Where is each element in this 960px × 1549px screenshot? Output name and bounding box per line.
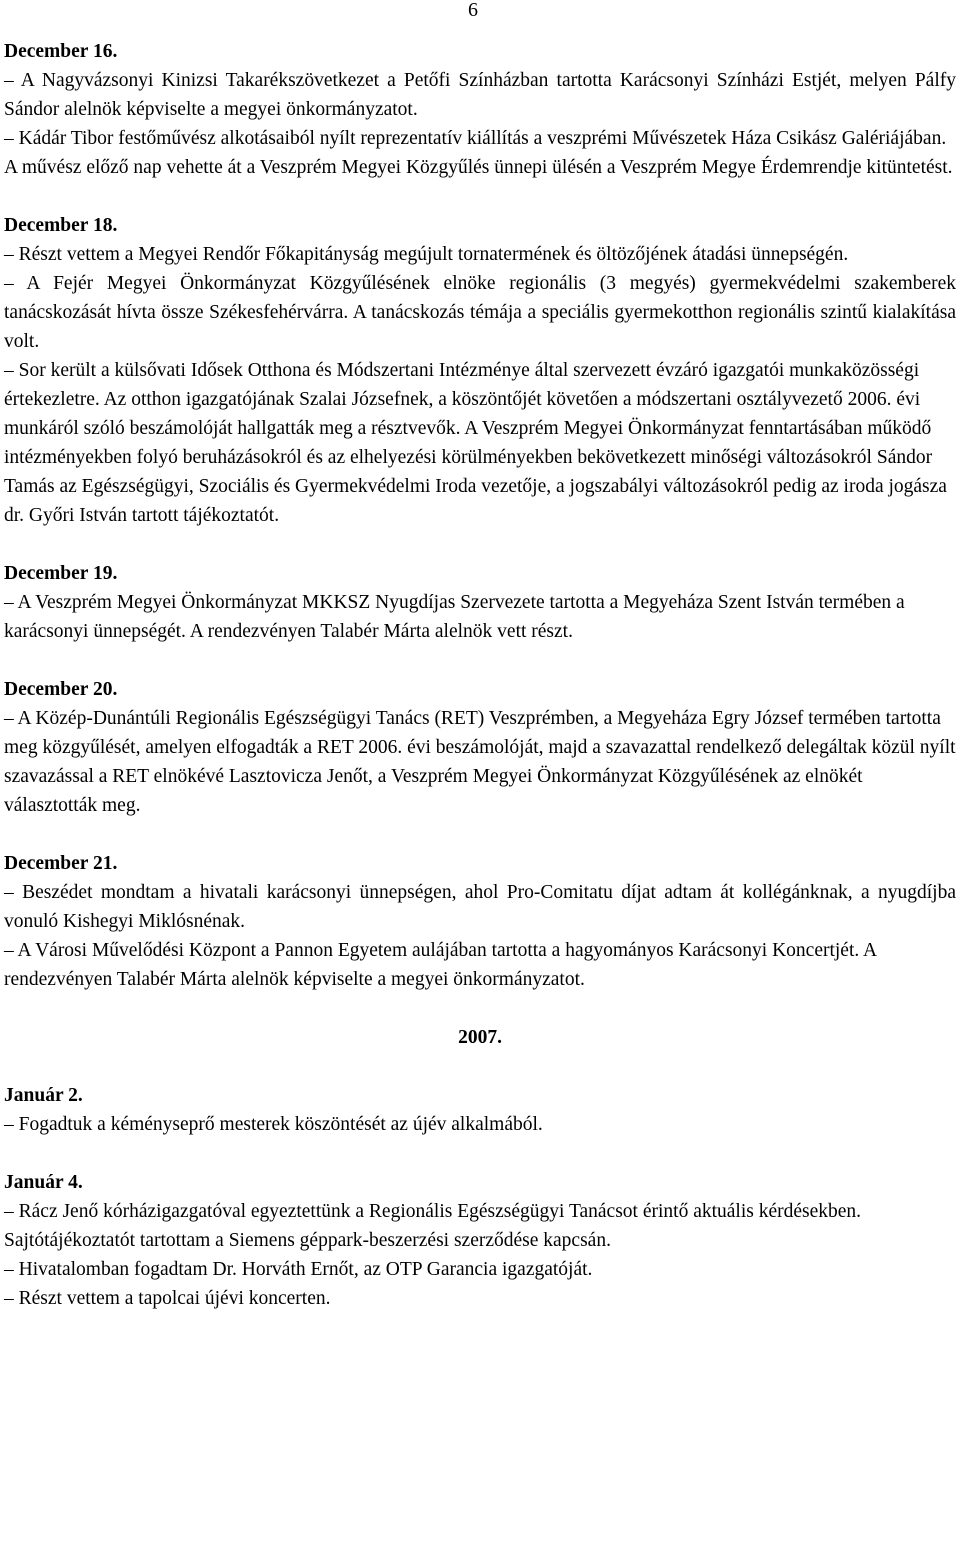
entry-date: Január 4. [4,1172,83,1193]
diary-entry [4,211,956,530]
entry-date: December 19. [4,563,118,584]
diary-entry [4,675,956,820]
entry-paragraph: – A Városi Művelődési Központ a Pannon Egyetem aulájában tartotta a hagyományos Karácsonyi Koncertjét. A rendezvényen Talabér Márta alelnök képviselte a megyei önkormányzatot. [4,940,877,990]
document-body [4,37,956,1342]
entry-date: December 16. [4,41,118,62]
entry-paragraph: – A Nagyvázsonyi Kinizsi Takarékszövetkezet a Petőfi Színházban tartotta Karácsonyi Színházi Estjét, melyen Pálfy Sándor alelnök képviselte a megyei önkormányzatot. [4,70,956,120]
entry-paragraph: – Rácz Jenő kórházigazgatóval egyeztettünk a Regionális Egészségügyi Tanácsot érintő aktuális kérdésekben. Sajtótájékoztatót tartottam a Siemens géppark-beszerzési szerződése kapcsán. [4,1201,862,1251]
diary-entry [4,559,956,646]
year-heading: 2007. [458,1027,502,1048]
diary-entry [4,849,956,994]
entry-paragraph: – A Fejér Megyei Önkormányzat Közgyűlésének elnöke regionális (3 megyés) gyermekvédelmi szakemberek tanácskozását hívta össze Székesfehérvárra. A tanácskozás témája a speciális gyermekotthon regionális szintű kialakítása volt. [4,273,956,352]
entry-paragraph: – A Veszprém Megyei Önkormányzat MKKSZ Nyugdíjas Szervezete tartotta a Megyeháza Szent István termében a karácsonyi ünnepségét. A rendezvényen Talabér Márta alelnök vett részt. [4,592,905,642]
entry-date: Január 2. [4,1085,83,1106]
diary-entry [4,1168,956,1313]
entry-paragraph: – Kádár Tibor festőművész alkotásaiból nyílt reprezentatív kiállítás a veszprémi Művészetek Háza Csikász Galériájában. A művész előző nap vehette át a Veszprém Megyei Közgyűlés ünnepi ülésén a Veszprém Megye Érdemrendje kitüntetést. [4,128,953,178]
entry-paragraph: – Részt vettem a tapolcai újévi koncerten. [4,1288,331,1309]
page-number: 6 [468,0,478,21]
diary-entry [4,1081,956,1139]
entry-paragraph: – A Közép-Dunántúli Regionális Egészségügyi Tanács (RET) Veszprémben, a Megyeháza Egry József termében tartotta meg közgyűlését, amelyen elfogadták a RET 2006. évi beszámolóját, majd a szavazattal rendelkező delegáltak közül nyílt szavazással a RET elnökévé Lasztovicza Jenőt, a Veszprém Megyei Önkormányzat Közgyűlésének az elnökét választották meg. [4,708,956,816]
entry-paragraph: – Fogadtuk a kéményseprő mesterek köszöntését az újév alkalmából. [4,1114,543,1135]
entry-paragraph: – Részt vettem a Megyei Rendőr Főkapitányság megújult tornatermének és öltözőjének átadási ünnepségén. [4,244,849,265]
entry-paragraph: – Sor került a külsővati Idősek Otthona és Módszertani Intézménye által szervezett évzáró igazgatói munkaközösségi értekezletre. Az otthon igazgatójának Szalai Józsefnek, a köszöntőjét követően a módszertani osztályvezető 2006. évi munkáról szóló beszámolóját hallgatták meg a résztvevők. A Veszprém Megyei Önkormányzat fenntartásában működő intézményekben folyó beruházásokról és az elhelyezési körülményekben bekövetkezett minőségi változásokról Sándor Tamás az Egészségügyi, Szociális és Gyermekvédelmi Iroda vezetője, a jogszabályi változásokról pedig az iroda jogásza dr. Győri István tartott tájékoztatót. [4,360,947,526]
entry-date: December 18. [4,215,118,236]
entry-paragraph: – Beszédet mondtam a hivatali karácsonyi ünnepségen, ahol Pro-Comitatu díjat adtam át kollégánknak, a nyugdíjba vonuló Kishegyi Miklósnénak. [4,882,956,932]
entry-paragraph: – Hivatalomban fogadtam Dr. Horváth Ernőt, az OTP Garancia igazgatóját. [4,1259,593,1280]
diary-entry [4,37,956,182]
entry-date: December 21. [4,853,118,874]
entry-date: December 20. [4,679,118,700]
